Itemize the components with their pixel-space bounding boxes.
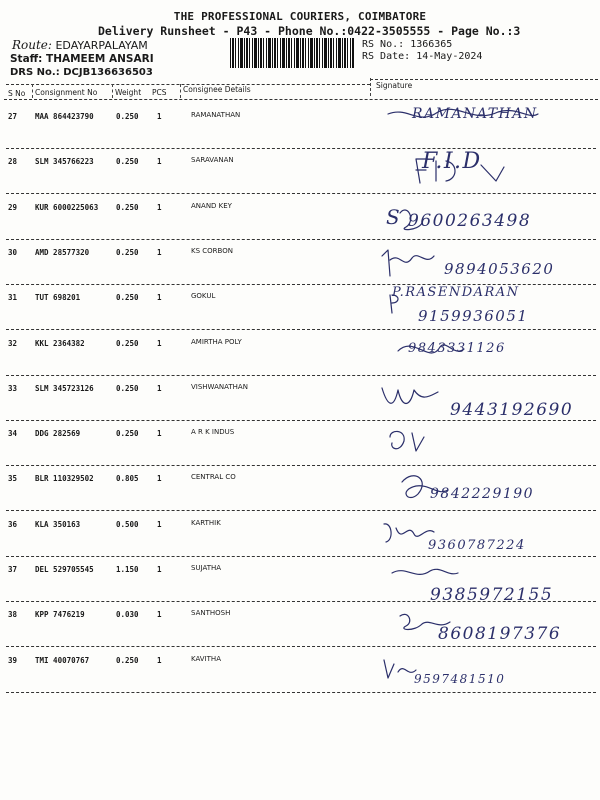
company-title: THE PROFESSIONAL COURIERS, COIMBATORE	[173, 10, 427, 23]
col-header-pcs: PCS	[152, 88, 167, 97]
handwritten-phone: 8608197376	[438, 624, 562, 645]
consignment-number: TUT 698201	[35, 293, 81, 303]
table-row	[0, 195, 600, 240]
consignee-name: KS CORBON	[191, 246, 233, 255]
pcs-value: 1	[157, 474, 162, 484]
weight-value: 0.250	[116, 655, 139, 665]
consignee-name: SARAVANAN	[191, 156, 234, 165]
consignment-number: DDG 282569	[35, 429, 81, 439]
weight-value: 0.250	[116, 112, 139, 121]
row-sno: 35	[8, 474, 18, 484]
col-header-consignment: Consignment No	[35, 88, 98, 97]
row-sno: 31	[8, 293, 18, 303]
consignee-name: AMIRTHA POLY	[191, 337, 242, 346]
weight-value: 0.250	[116, 247, 139, 257]
route-value: EDAYARPALAYAM	[55, 39, 148, 52]
signature-stroke	[384, 660, 416, 678]
pcs-value: 1	[157, 293, 162, 303]
pcs-value: 1	[157, 383, 162, 393]
consignment-number: MAA 864423790	[35, 112, 94, 121]
table-row	[0, 512, 600, 557]
row-sno: 34	[8, 429, 18, 439]
col-divider	[32, 84, 33, 98]
drs-value: DCJB136636503	[63, 67, 153, 78]
pcs-value: 1	[157, 338, 162, 348]
staff-value: THAMEEM ANSARI	[46, 53, 154, 65]
consignee-name: SUJATHA	[191, 564, 222, 572]
row-sno: 30	[8, 247, 18, 257]
signature-scribble	[386, 155, 586, 195]
handwritten-phone: 9443192690	[450, 399, 574, 420]
col-divider	[370, 78, 371, 96]
col-header-sno: S No	[8, 89, 26, 98]
rs-no-value: 1366365	[410, 39, 453, 50]
consignment-number: BLR 110329502	[35, 474, 94, 484]
consignment-number: TMI 40070767	[35, 655, 90, 665]
handwritten-phone: 9842229190	[430, 486, 535, 503]
drs-label: DRS No.:	[10, 67, 60, 78]
signature-stroke	[384, 524, 434, 542]
rs-date	[362, 51, 482, 62]
consignee-name: CENTRAL CO	[191, 473, 236, 482]
table-row	[0, 421, 600, 466]
row-sno: 28	[8, 157, 18, 167]
row-sno: 38	[8, 610, 18, 620]
row-sno: 36	[8, 519, 18, 529]
table-row	[0, 331, 600, 376]
handwritten-name: F.I.D	[422, 149, 482, 175]
handwritten-phone: 9597481510	[414, 671, 506, 686]
row-sno: 27	[8, 112, 18, 121]
header-rule-bottom	[4, 99, 598, 100]
consignment-number: SLM 345766223	[35, 157, 94, 167]
weight-value: 0.250	[116, 157, 139, 167]
row-sno: 29	[8, 202, 18, 212]
weight-value: 0.250	[116, 383, 139, 393]
signature-scribble	[386, 427, 586, 467]
pcs-value: 1	[157, 112, 162, 121]
route-line	[12, 38, 148, 52]
consignee-name: RAMANATHAN	[191, 111, 241, 119]
handwritten-phone: 9894053620	[444, 259, 555, 278]
handwritten-phone: 9159936051	[418, 307, 529, 326]
pcs-value: 1	[157, 519, 162, 529]
signature-stroke	[382, 388, 438, 404]
consignee-name: VISHWANATHAN	[191, 382, 248, 391]
pcs-value: 1	[157, 247, 162, 257]
consignment-number: SLM 345723126	[35, 383, 94, 393]
consignee-name: KARTHIK	[191, 518, 221, 527]
row-sno: 39	[8, 655, 18, 665]
table-row	[0, 104, 600, 149]
weight-value: 0.030	[116, 610, 139, 620]
col-header-weight: Weight	[115, 88, 142, 97]
table-row	[0, 149, 600, 194]
weight-value: 1.150	[116, 565, 139, 574]
rs-no-label: RS No.:	[362, 39, 405, 50]
col-header-signature: Signature	[376, 81, 413, 90]
header-rule-top	[370, 79, 598, 80]
row-sno: 33	[8, 383, 18, 393]
handwritten-phone: 9385972155	[430, 585, 554, 605]
consignee-name: GOKUL	[191, 292, 216, 301]
route-label: Route:	[12, 38, 52, 52]
pcs-value: 1	[157, 610, 162, 620]
consignee-name: A R K INDUS	[191, 428, 235, 437]
consignment-number: KLA 350163	[35, 519, 81, 529]
col-header-consignee: Consignee Details	[183, 85, 251, 94]
consignment-number: KPP 7476219	[35, 610, 85, 620]
signature-stroke	[382, 250, 434, 276]
rs-date-value: 14-May-2024	[416, 51, 483, 62]
handwritten-phone: 9360787224	[428, 537, 526, 553]
weight-value: 0.250	[116, 338, 139, 348]
signature-stroke	[392, 569, 458, 574]
pcs-value: 1	[157, 655, 162, 665]
handwritten-phone: 9843331126	[408, 340, 506, 356]
pcs-value: 1	[157, 157, 162, 167]
table-row	[0, 648, 600, 693]
weight-value: 0.500	[116, 519, 139, 529]
weight-value: 0.250	[116, 293, 139, 303]
pcs-value: 1	[157, 565, 162, 574]
consignee-name: ANAND KEY	[191, 201, 232, 210]
handwritten-name: P.RASENDARAN	[392, 285, 520, 301]
consignee-name: KAVITHA	[191, 654, 221, 663]
staff-line	[10, 53, 154, 65]
table-row	[0, 376, 600, 421]
weight-value: 0.805	[116, 474, 139, 484]
table-row	[0, 602, 600, 647]
runsheet-title: Delivery Runsheet - P43 - Phone No.:0422-3505555 - Page No.:3	[98, 24, 521, 38]
handwritten-phone: 9600263498	[408, 210, 532, 231]
table-row	[0, 285, 600, 330]
row-sno: 37	[8, 565, 18, 574]
consignment-number: DEL 529705545	[35, 565, 94, 574]
signature-stroke	[390, 432, 424, 452]
consignment-number: AMD 28577320	[35, 247, 90, 257]
pcs-value: 1	[157, 202, 162, 212]
table-row	[0, 557, 600, 605]
handwritten-name: RAMANATHAN	[412, 106, 538, 122]
barcode	[230, 38, 354, 68]
row-sno: 32	[8, 338, 18, 348]
rs-date-label: RS Date:	[362, 51, 411, 62]
weight-value: 0.250	[116, 429, 139, 439]
consignment-number: KUR 6000225063	[35, 202, 99, 212]
drs-line	[10, 67, 153, 78]
consignee-name: SANTHOSH	[191, 609, 231, 618]
weight-value: 0.250	[116, 202, 139, 212]
col-divider	[180, 84, 181, 98]
table-row	[0, 240, 600, 285]
pcs-value: 1	[157, 429, 162, 439]
row-separator	[6, 692, 596, 693]
staff-label: Staff:	[10, 53, 43, 65]
handwritten-name: S	[386, 204, 402, 229]
col-divider	[112, 84, 113, 98]
consignment-number: KKL 2364382	[35, 338, 85, 348]
table-row	[0, 466, 600, 511]
rs-no	[362, 39, 452, 50]
